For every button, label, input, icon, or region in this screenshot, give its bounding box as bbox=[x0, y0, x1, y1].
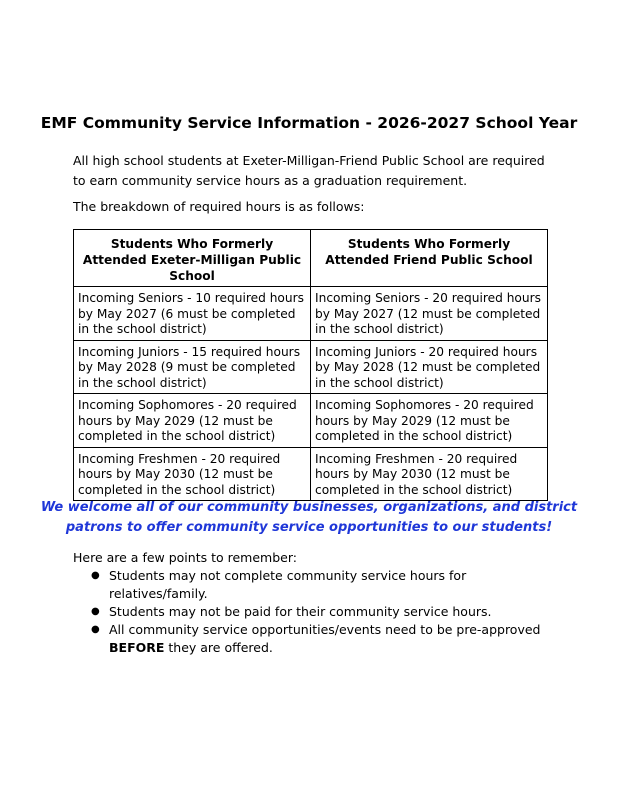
point-text-after: they are offered. bbox=[164, 640, 273, 655]
table-cell: Incoming Sophomores - 20 required hours by May 2029 (12 must be completed in the school district) bbox=[311, 394, 548, 448]
list-item bbox=[73, 621, 543, 657]
point-text: Students may not be paid for their community service hours. bbox=[109, 604, 492, 619]
welcome-line-2: patrons to offer community service opportunities to our students! bbox=[65, 520, 553, 535]
point-emphasis: BEFORE bbox=[109, 640, 165, 655]
bullet-icon: ● bbox=[91, 624, 100, 635]
header-friend: Students Who Formerly Attended Friend Public School bbox=[311, 230, 548, 287]
table-row bbox=[74, 394, 548, 448]
table-row bbox=[74, 340, 548, 394]
intro-paragraph: All high school students at Exeter-Milligan-Friend Public School are required to earn community service hours as a graduation requirement. bbox=[73, 153, 545, 188]
table-cell: Incoming Seniors - 10 required hours by May 2027 (6 must be completed in the school district) bbox=[74, 287, 311, 341]
points-list bbox=[73, 567, 543, 657]
table-header-row bbox=[74, 230, 548, 287]
table-row bbox=[74, 447, 548, 501]
header-exeter-milligan: Students Who Formerly Attended Exeter-Milligan Public School bbox=[74, 230, 311, 287]
point-text-before: All community service opportunities/events need to be pre-approved bbox=[109, 622, 541, 637]
required-hours-table bbox=[73, 229, 548, 501]
bullet-icon: ● bbox=[91, 570, 100, 581]
table-cell: Incoming Sophomores - 20 required hours by May 2029 (12 must be completed in the school district) bbox=[74, 394, 311, 448]
point-text: Students may not complete community service hours for relatives/family. bbox=[109, 568, 467, 601]
table-cell: Incoming Seniors - 20 required hours by May 2027 (12 must be completed in the school district) bbox=[311, 287, 548, 341]
welcome-message bbox=[0, 498, 618, 538]
welcome-line-1: We welcome all of our community businesses, organizations, and district bbox=[40, 500, 578, 515]
list-item bbox=[73, 603, 543, 621]
table-row bbox=[74, 287, 548, 341]
list-item bbox=[73, 567, 543, 603]
table-cell: Incoming Freshmen - 20 required hours by May 2030 (12 must be completed in the school district) bbox=[311, 447, 548, 501]
table-cell: Incoming Freshmen - 20 required hours by May 2030 (12 must be completed in the school district) bbox=[74, 447, 311, 501]
breakdown-label: The breakdown of required hours is as follows: bbox=[73, 199, 365, 214]
page-title: EMF Community Service Information - 2026-2027 School Year bbox=[40, 114, 578, 132]
table-cell: Incoming Juniors - 20 required hours by May 2028 (12 must be completed in the school district) bbox=[311, 340, 548, 394]
points-heading: Here are a few points to remember: bbox=[73, 550, 297, 565]
table-cell: Incoming Juniors - 15 required hours by May 2028 (9 must be completed in the school district) bbox=[74, 340, 311, 394]
bullet-icon: ● bbox=[91, 606, 100, 617]
